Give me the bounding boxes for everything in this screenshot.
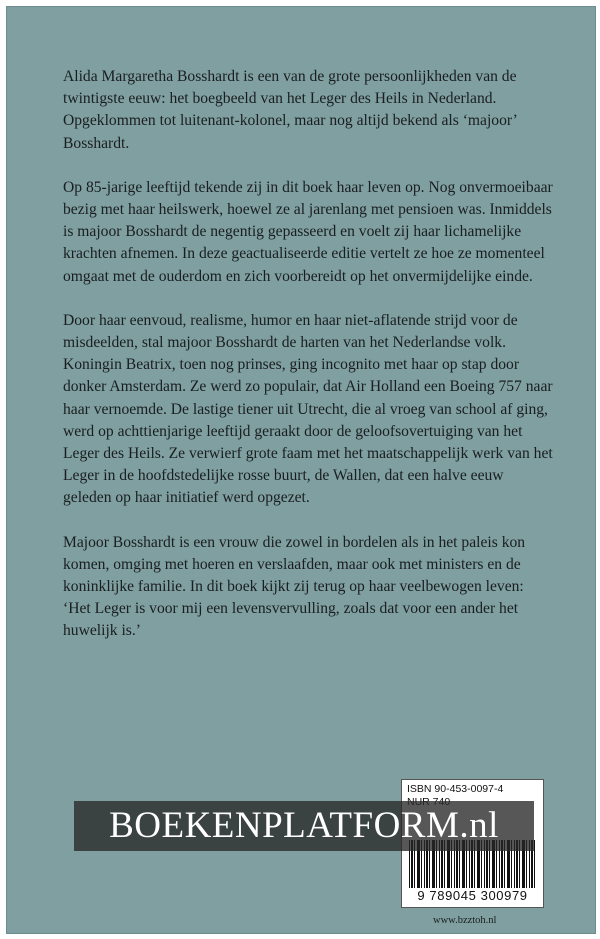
blurb-paragraph-1: Alida Margaretha Bosshardt is een van de grote persoonlijkheden van de twintigste eeuw: het boegbeeld van het Leger des Heils in Nederland. Opgeklommen tot luitenant-kolonel, maar nog altijd bekend als ‘majoor’ Bosshardt. [63, 68, 517, 152]
back-cover [6, 6, 596, 934]
ean-number: 9 789045 300979 [417, 888, 528, 903]
isbn-number: ISBN 90-453-0097-4 [407, 783, 504, 795]
blurb-paragraph-2: Op 85-jarige leeftijd tekende zij in dit boek haar leven op. Nog onvermoeibaar bezig met haar heilswerk, hoewel ze al jarenlang met pensioen was. Inmiddels is majoor Bosshardt de negentig gepasseerd en voelt zij haar lichamelijke krachten afnemen. In deze geactualiseerde editie vertelt ze hoe ze momenteel omgaat met de ouderdom en zich voorbereidt op het onvermijdelijke einde. [63, 178, 553, 285]
watermark-text: BOEKENPLATFORM.nl [109, 805, 499, 846]
publisher-website: www.bzztoh.nl [433, 915, 497, 926]
blurb-paragraph-3: Door haar eenvoud, realisme, humor en haar niet-aflatende strijd voor de misdeelden, stal majoor Bosshardt de harten van het Nederlandse volk. Koningin Beatrix, toen nog prinses, ging incognito met haar op stap door donker Amsterdam. Ze werd zo populair, dat Air Holland een Boeing 757 naar haar vernoemde. De lastige tiener uit Utrecht, die al vroeg van school af ging, werd op achttienjarige leeftijd geraakt door de geloofsovertuiging van het Leger des Heils. Ze verwierf grote faam met het maatschappelijk werk van het Leger in de hoofdstedelijke rosse buurt, de Wallen, dat een halve eeuw geleden op haar initiatief werd opgezet. [63, 311, 553, 507]
blurb-paragraph-4: Majoor Bosshardt is een vrouw die zowel in bordelen als in het paleis kon komen, omging met hoeren en verslaafden, maar ook met ministers en de koninklijke familie. In dit boek kijkt zij terug op haar veelbewogen leven: ‘Het Leger is voor mij een levensvervulling, zoals dat voor een ander het huwelijk is.’ [63, 533, 526, 640]
blurb-text [63, 66, 553, 643]
